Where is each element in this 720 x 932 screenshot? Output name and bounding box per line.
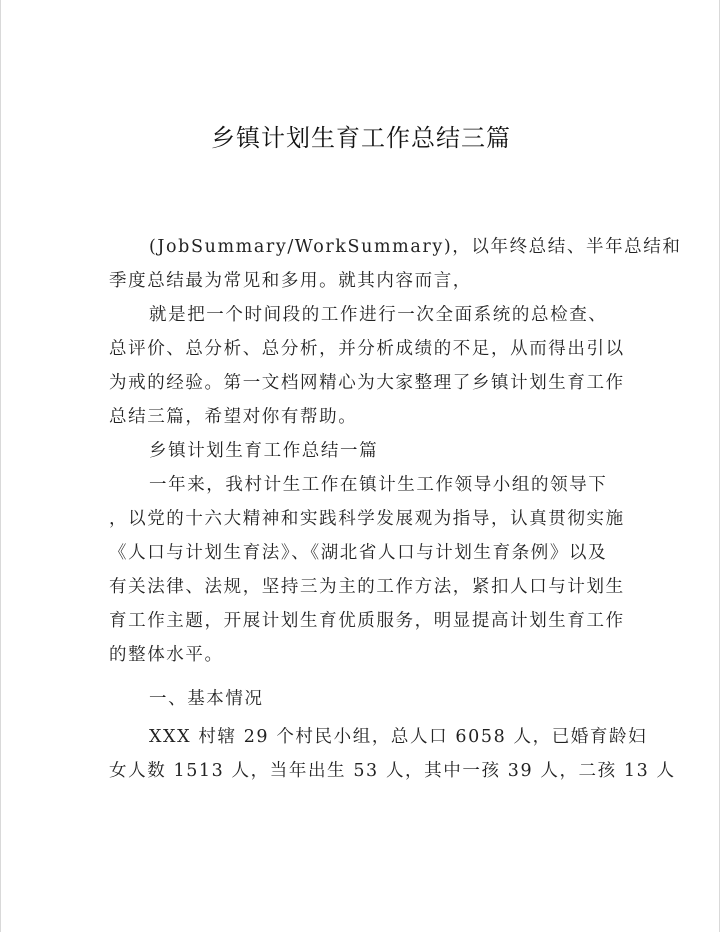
text-line: 为戒的经验。第一文档网精心为大家整理了乡镇计划生育工作 (109, 373, 625, 393)
paragraph-basic-info (109, 720, 676, 788)
text-line: 季度总结最为常见和多用。就其内容而言， (109, 271, 472, 291)
document-title: 乡镇计划生育工作总结三篇 (211, 124, 511, 152)
text-line: 乡镇计划生育工作总结一篇 (149, 441, 379, 461)
subtitle-one (109, 434, 615, 468)
text-line: 就是把一个时间段的工作进行一次全面系统的总检查、 (149, 305, 608, 325)
text-line: 的整体水平。 (109, 645, 224, 665)
text-line: (JobSummary/WorkSummary)，以年终总结、半年总结和 (149, 237, 682, 257)
text-line: 《人口与计划生育法》、《湖北省人口与计划生育条例》以及 (109, 543, 608, 563)
text-line: 一年来，我村计生工作在镇计生工作领导小组的领导下 (149, 475, 608, 495)
text-line: 有关法律、法规，坚持三为主的工作方法，紧扣人口与计划生 (109, 577, 625, 597)
section-heading (109, 682, 615, 716)
text-line: 总结三篇，希望对你有帮助。 (109, 407, 358, 427)
paragraph-summary (109, 468, 625, 672)
text-line: 女人数 1513 人，当年出生 53 人，其中一孩 39 人，二孩 13 人 (109, 761, 676, 781)
text-line: 育工作主题，开展计划生育优质服务，明显提高计划生育工作 (109, 611, 625, 631)
paragraph-description (109, 298, 625, 434)
paragraph-intro (109, 230, 682, 298)
text-line: ，以党的十六大精神和实践科学发展观为指导，认真贯彻实施 (109, 509, 625, 529)
text-line: XXX 村辖 29 个村民小组，总人口 6058 人，已婚育龄妇 (149, 727, 648, 747)
text-line: 总评价、总分析、总分析，并分析成绩的不足，从而得出引以 (109, 339, 625, 359)
text-line: 一、基本情况 (149, 689, 264, 709)
